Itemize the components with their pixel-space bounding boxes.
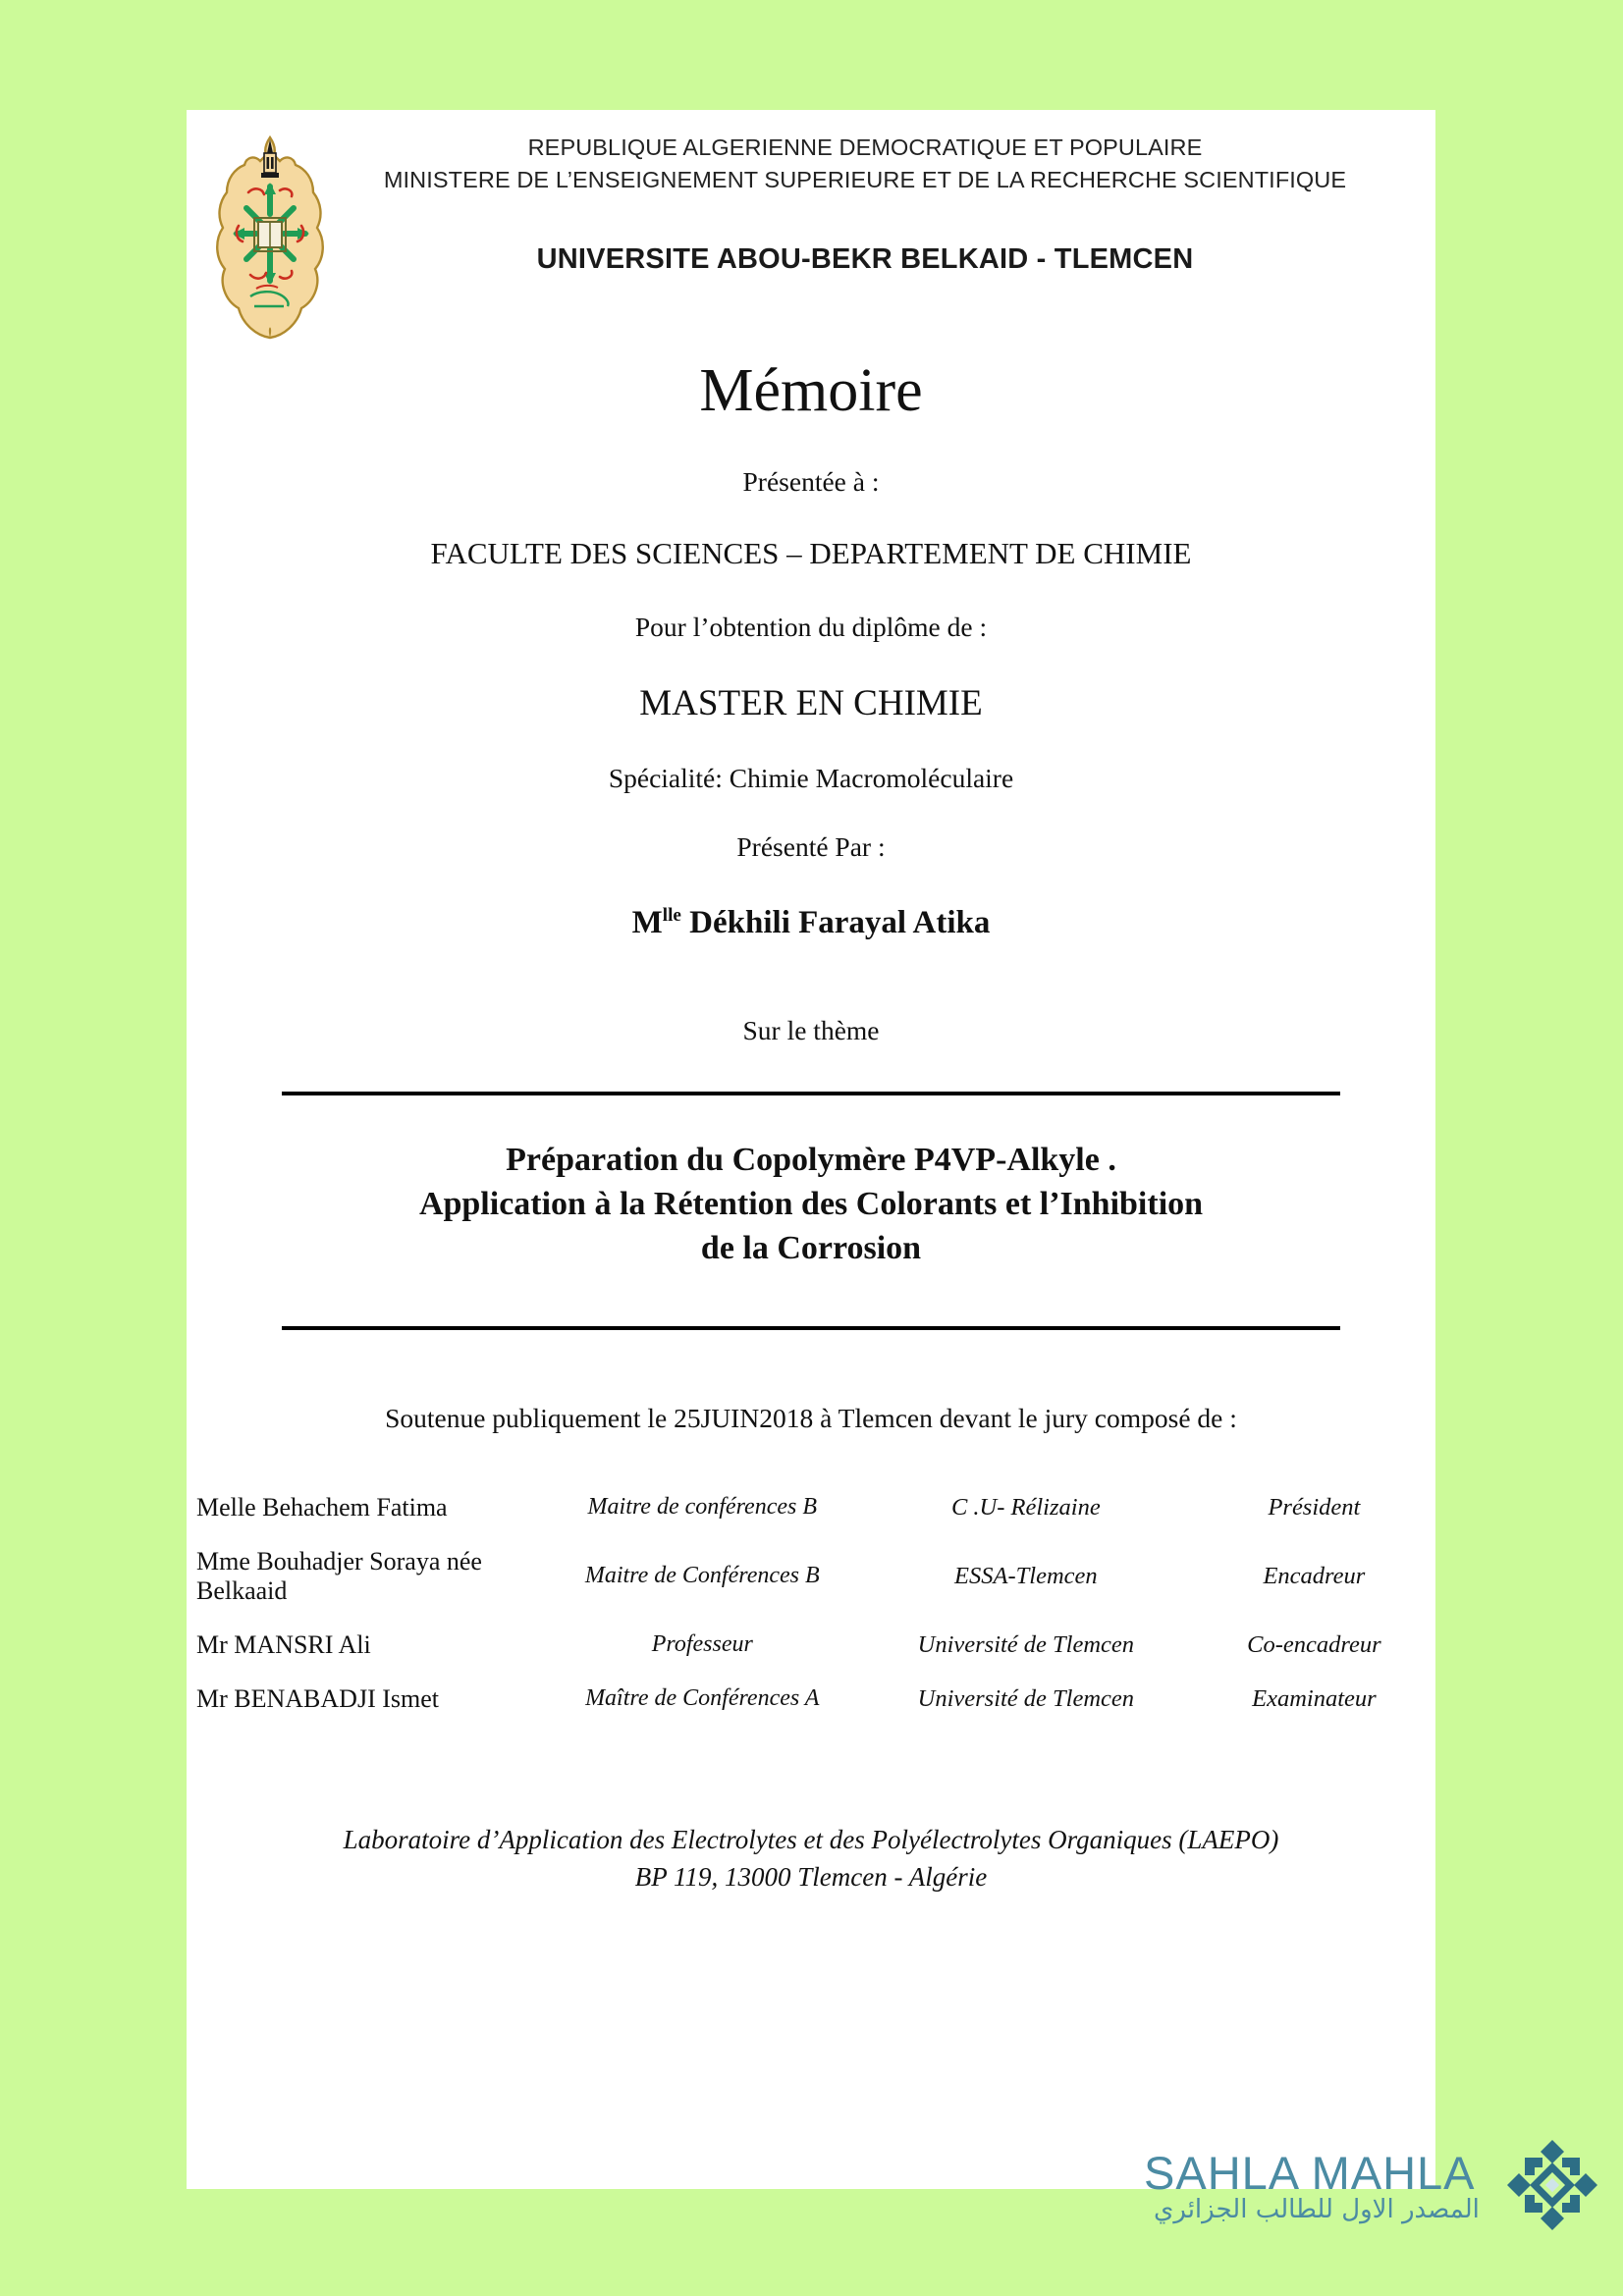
theme-rule-top: [282, 1092, 1340, 1095]
defense-statement: Soutenue publiquement le 25JUIN2018 à Tlemcen devant le jury composé de :: [385, 1402, 1237, 1433]
candidate-title-prefix: M: [631, 905, 663, 940]
laboratory-address: BP 119, 13000 Tlemcen - Algérie: [634, 1862, 988, 1893]
jury-member-institution: ESSA-Tlemcen: [954, 1562, 1098, 1589]
watermark-tagline: المصدر الاول للطالب الجزائري: [1154, 2195, 1480, 2224]
university-line: UNIVERSITE ABOU-BEKR BELKAID - TLEMCEN: [536, 242, 1194, 275]
header-text-block: [334, 132, 1396, 276]
thesis-title: [187, 1139, 1435, 1271]
jury-member-grade: Maître de Conférences A: [585, 1685, 820, 1712]
thesis-title-line-3: de la Corrosion: [700, 1230, 922, 1266]
jury-table-body: [187, 1481, 1435, 1727]
table-row: [187, 1673, 1435, 1727]
candidate-name: [187, 905, 1435, 941]
jury-member-name: Mme Bouhadjer Soraya née Belkaaid: [196, 1546, 482, 1605]
degree-label: Pour l’obtention du diplôme de :: [634, 612, 988, 643]
document-type-title: Mémoire: [699, 357, 923, 424]
degree-name: MASTER EN CHIMIE: [639, 682, 983, 723]
sahla-mahla-logo-icon: [1505, 2138, 1599, 2232]
candidate-title-suffix: lle: [662, 905, 681, 926]
theme-rule-bottom: [282, 1326, 1340, 1330]
jury-member-grade: Maitre de Conférences B: [584, 1563, 820, 1589]
presented-by-label: Présenté Par :: [736, 830, 886, 862]
ministry-line: MINISTERE DE L’ENSEIGNEMENT SUPERIEURE ET DE LA RECHERCHE SCIENTIFIQUE: [383, 167, 1347, 193]
jury-member-institution: Université de Tlemcen: [917, 1684, 1135, 1712]
laboratory-name: Laboratoire d’Application des Electrolytes et des Polyélectrolytes Organiques (LAEPO): [343, 1824, 1279, 1854]
jury-member-role: Encadreur: [1263, 1562, 1366, 1589]
document-body: [187, 336, 1435, 1896]
jury-member-grade: Professeur: [651, 1631, 753, 1658]
jury-member-institution: Université de Tlemcen: [917, 1630, 1135, 1658]
jury-member-institution: C .U- Rélizaine: [950, 1493, 1101, 1521]
watermark-brand: SAHLA MAHLA: [1144, 2147, 1476, 2199]
table-row: [187, 1619, 1435, 1673]
university-crest-icon: [211, 132, 329, 346]
jury-member-name: Mr MANSRI Ali: [196, 1629, 371, 1659]
table-row: [187, 1535, 1435, 1619]
candidate-fullname: Dékhili Farayal Atika: [689, 905, 991, 940]
jury-member-name: Melle Behachem Fatima: [196, 1492, 448, 1522]
jury-member-grade: Maitre de conférences B: [587, 1494, 817, 1521]
table-row: [187, 1481, 1435, 1535]
document-page: [187, 110, 1435, 2189]
faculty-line: FACULTE DES SCIENCES – DEPARTEMENT DE CHIMIE: [430, 536, 1192, 571]
laboratory-block: [187, 1821, 1435, 1896]
presented-to-label: Présentée à :: [742, 466, 880, 497]
jury-member-role: Co-encadreur: [1247, 1630, 1381, 1658]
jury-member-role: Président: [1268, 1493, 1361, 1521]
jury-table: [187, 1481, 1435, 1727]
republic-line: REPUBLIQUE ALGERIENNE DEMOCRATIQUE ET POPULAIRE: [527, 134, 1203, 160]
thesis-title-line-2: Application à la Rétention des Colorants et l’Inhibition: [418, 1186, 1204, 1223]
sahla-mahla-watermark: [1144, 2146, 1596, 2264]
specialty-line: Spécialité: Chimie Macromoléculaire: [608, 762, 1014, 793]
theme-label: Sur le thème: [742, 1015, 880, 1045]
thesis-title-line-1: Préparation du Copolymère P4VP-Alkyle .: [506, 1142, 1116, 1179]
jury-member-role: Examinateur: [1252, 1684, 1377, 1712]
document-header: [187, 110, 1435, 336]
jury-member-name: Mr BENABADJI Ismet: [196, 1683, 439, 1713]
